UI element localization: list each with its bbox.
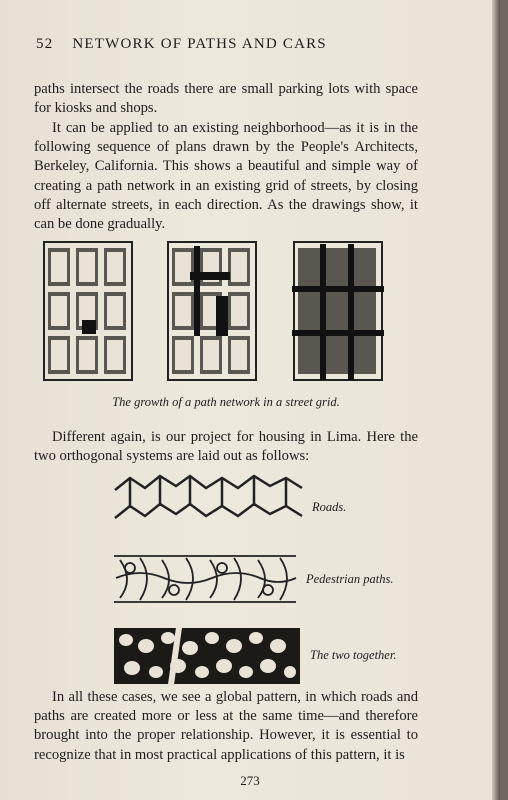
paragraph-1: paths intersect the roads there are small parking lots with space for kiosks and shops. xyxy=(34,81,418,117)
together-label: The two together. xyxy=(310,648,397,662)
paragraph-3: Different again, is our project for housing in Lima. Here the two orthogonal systems are laid out as follows: xyxy=(34,429,418,465)
pedestrian-paths-label: Pedestrian paths. xyxy=(306,572,394,586)
roads-label: Roads. xyxy=(312,500,347,514)
grid-plan-stage-3 xyxy=(286,236,390,386)
grid-plan-stage-2 xyxy=(160,236,264,386)
combined-diagram xyxy=(112,626,302,686)
grid-plan-stage-1 xyxy=(36,236,140,386)
paragraph-4: In all these cases, we see a global pattern, in which roads and paths are created more or less at the same time—and therefore brought into the proper relationship. However, it is essential to recognize that in most practical applications of this pattern, it is xyxy=(34,689,418,763)
paragraph-2: It can be applied to an existing neighborhood—as it is in the following sequence of plans drawn by the People's Architects, Berkeley, California. This shows a beautiful and simple way of creating a path network in an existing grid of streets, by closing off alternate streets, in each direction. As the drawings show, it can be done gradually. xyxy=(34,120,418,233)
page-folio: 273 xyxy=(240,773,260,788)
running-header xyxy=(36,36,466,53)
header-page-number: 52 xyxy=(36,36,54,52)
roads-diagram xyxy=(110,470,310,532)
header-title: NETWORK OF PATHS AND CARS xyxy=(72,36,327,52)
pedestrian-paths-diagram xyxy=(110,550,300,608)
book-spine-shadow xyxy=(492,0,500,800)
street-grid-figure xyxy=(34,236,418,386)
figure-caption: The growth of a path network in a street grid. xyxy=(112,395,340,409)
